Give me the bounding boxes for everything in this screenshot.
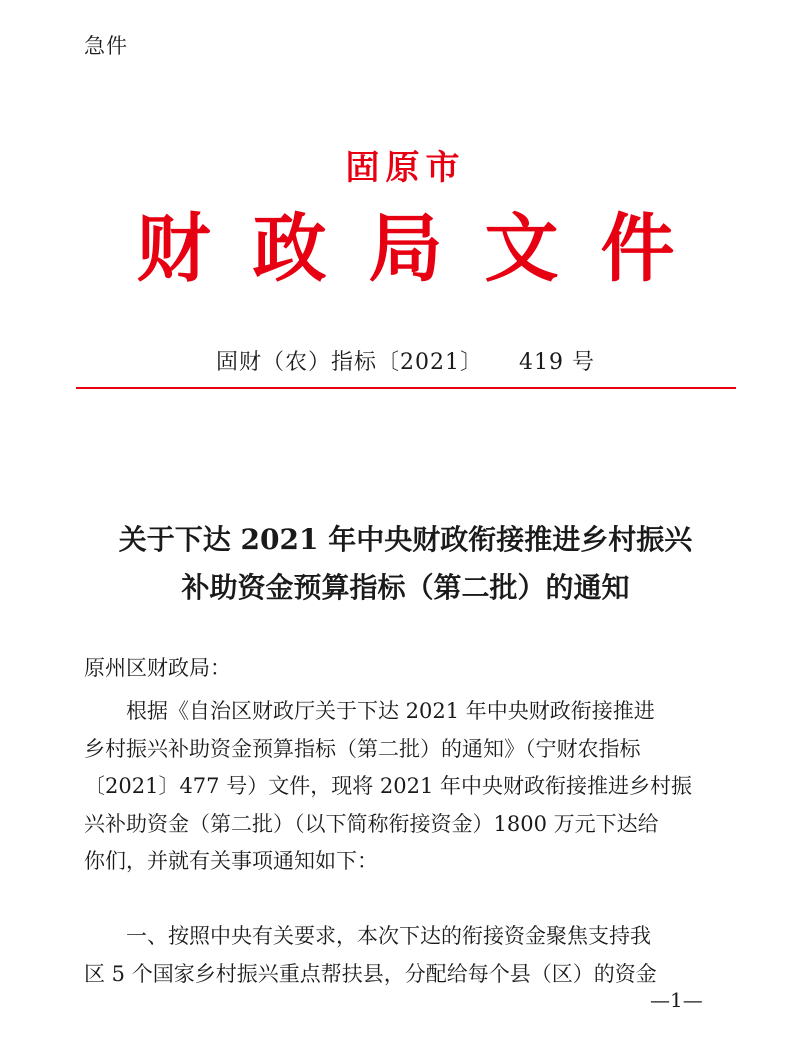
- document-heading: [70, 516, 741, 612]
- heading-line-1: 关于下达 2021 年中央财政衔接推进乡村振兴: [118, 523, 693, 556]
- paragraph-1-line: 乡村振兴补助资金预算指标（第二批）的通知》（宁财农指标: [84, 736, 641, 761]
- paragraph-2: [84, 918, 729, 993]
- paragraph-2-line: 区 5 个国家乡村振兴重点帮扶县，分配给每个县（区）的资金: [84, 961, 657, 986]
- salutation: 原州区财政局：: [84, 656, 231, 680]
- page-number: —1—: [650, 988, 703, 1012]
- issuer-city: 固原市: [345, 148, 466, 188]
- urgency-label: 急件: [84, 34, 128, 58]
- document-number-prefix: 固财（农）指标〔2021〕: [216, 350, 483, 375]
- issuer-title: 财政局文件: [136, 206, 717, 292]
- paragraph-1: [84, 693, 729, 881]
- red-divider-line: [76, 387, 736, 389]
- document-number: [0, 345, 811, 376]
- paragraph-1-line: 〔2021〕477 号）文件，现将 2021 年中央财政衔接推进乡村振: [84, 774, 692, 798]
- paragraph-2-line: 一、按照中央有关要求，本次下达的衔接资金聚焦支持我: [84, 924, 651, 948]
- paragraph-1-line: 你们，并就有关事项通知如下：: [84, 849, 378, 873]
- paragraph-1-line: 根据《自治区财政厅关于下达 2021 年中央财政衔接推进: [84, 699, 655, 723]
- document-number-value: 419 号: [519, 350, 595, 375]
- paragraph-1-line: 兴补助资金（第二批）（以下简称衔接资金）1800 万元下达给: [84, 811, 659, 836]
- heading-line-2: 补助资金预算指标（第二批）的通知: [181, 571, 630, 604]
